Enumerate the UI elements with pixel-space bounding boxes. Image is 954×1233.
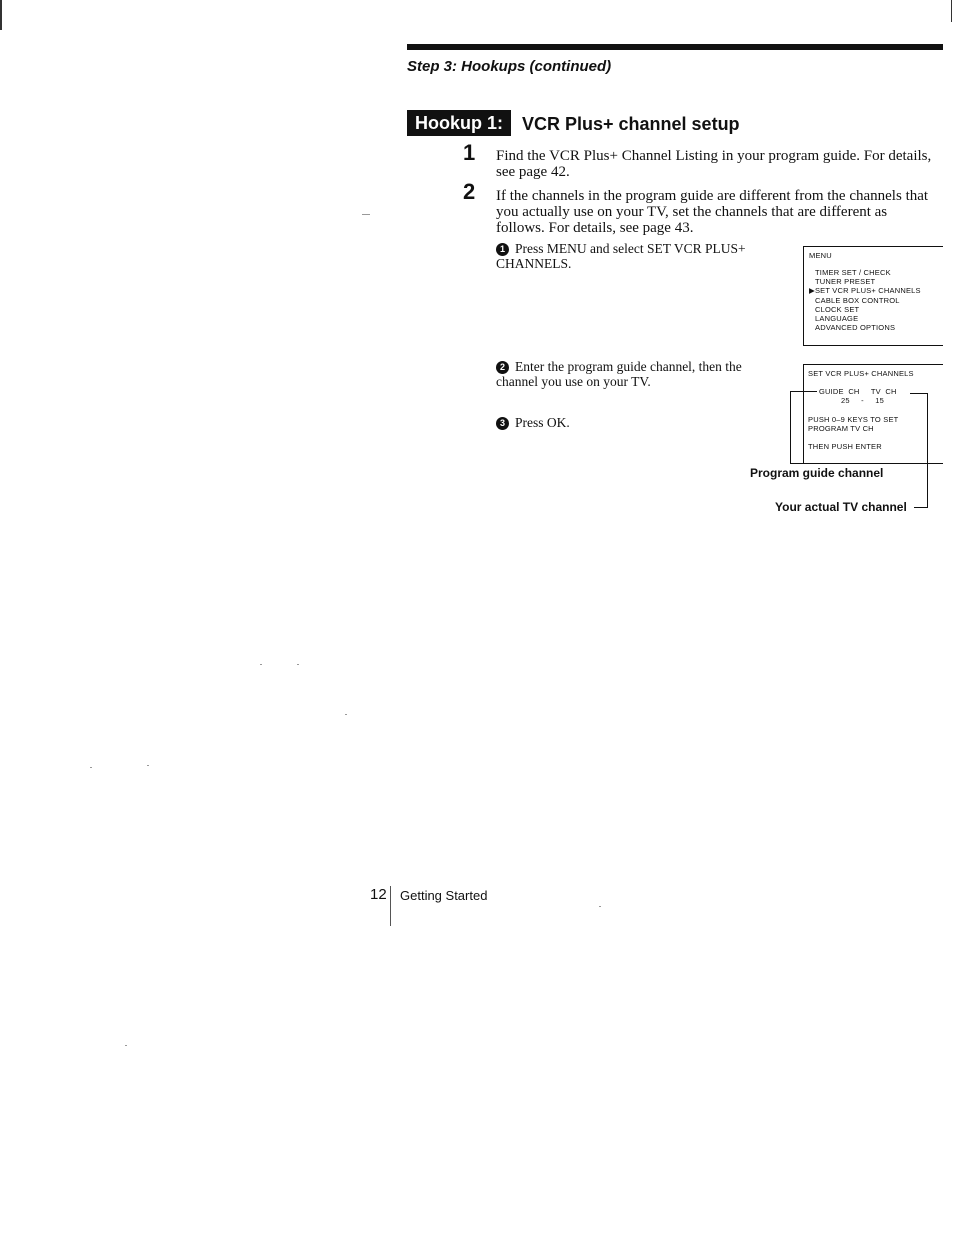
footer-section: Getting Started — [400, 888, 488, 903]
step-number: 1 — [463, 140, 476, 165]
callout-actual-tv-channel: Your actual TV channel — [775, 500, 907, 514]
channel-instruction: THEN PUSH ENTER — [808, 442, 882, 451]
page-number: 12 — [370, 886, 387, 903]
step-text: If the channels in the program guide are different from the channels that you actually use on your TV, set the channels that are different as follows. For details, see page 43. — [496, 188, 929, 236]
menu-item: TUNER PRESET — [815, 277, 876, 287]
callout-line — [910, 393, 928, 394]
circled-number-icon: 3 — [496, 417, 509, 430]
menu-screen — [803, 246, 943, 346]
scan-speck — [90, 767, 92, 768]
callout-line — [914, 507, 928, 508]
scan-edge-mark — [951, 0, 952, 22]
sub-step — [496, 359, 758, 389]
menu-item: CLOCK SET — [815, 304, 860, 314]
menu-item: ADVANCED OPTIONS — [815, 323, 896, 333]
callout-line — [790, 391, 817, 392]
callout-line — [927, 393, 928, 507]
section-header: Step 3: Hookups (continued) — [407, 58, 612, 75]
scan-speck — [147, 765, 149, 766]
circled-number-icon: 2 — [496, 361, 509, 374]
scan-edge-mark — [0, 0, 2, 30]
sub-step — [496, 415, 696, 430]
channel-screen — [803, 364, 943, 464]
scan-speck — [125, 1045, 127, 1046]
scan-speck — [260, 664, 262, 665]
hookup-title: VCR Plus+ channel setup — [522, 114, 740, 134]
callout-program-guide-channel: Program guide channel — [750, 466, 884, 480]
menu-item: LANGUAGE — [815, 314, 859, 324]
sub-step-text: Press MENU and select SET VCR PLUS+ CHANNELS. — [496, 241, 746, 271]
menu-item-selected: ▶SET VCR PLUS+ CHANNELS — [809, 286, 921, 296]
callout-line — [790, 463, 942, 464]
channel-instruction: PUSH 0–9 KEYS TO SET — [808, 415, 899, 424]
step-text: Find the VCR Plus+ Channel Listing in your program guide. For details, see page 42. — [496, 148, 932, 180]
sub-step-text: Enter the program guide channel, then the channel you use on your TV. — [496, 359, 742, 389]
channel-screen-title: SET VCR PLUS+ CHANNELS — [808, 369, 914, 378]
channel-column-headers: GUIDE CH TV CH — [819, 387, 897, 396]
scan-speck — [297, 664, 299, 665]
scan-speck — [345, 714, 347, 715]
circled-number-icon: 1 — [496, 243, 509, 256]
sub-step — [496, 241, 746, 271]
menu-screen-title: MENU — [809, 251, 832, 260]
scan-speck — [362, 214, 370, 215]
channel-instruction: PROGRAM TV CH — [808, 424, 874, 433]
top-rule — [407, 44, 943, 50]
sub-step-text: Press OK. — [515, 415, 570, 430]
channel-values: 25 - 15 — [841, 396, 885, 405]
menu-item-list — [809, 268, 921, 332]
hookup-badge: Hookup 1: — [407, 110, 511, 136]
menu-item: TIMER SET / CHECK — [815, 268, 891, 277]
step-number: 2 — [463, 179, 476, 204]
callout-line — [790, 391, 791, 463]
scan-speck — [599, 906, 601, 907]
menu-item: CABLE BOX CONTROL — [815, 295, 900, 305]
footer-divider — [390, 886, 391, 926]
